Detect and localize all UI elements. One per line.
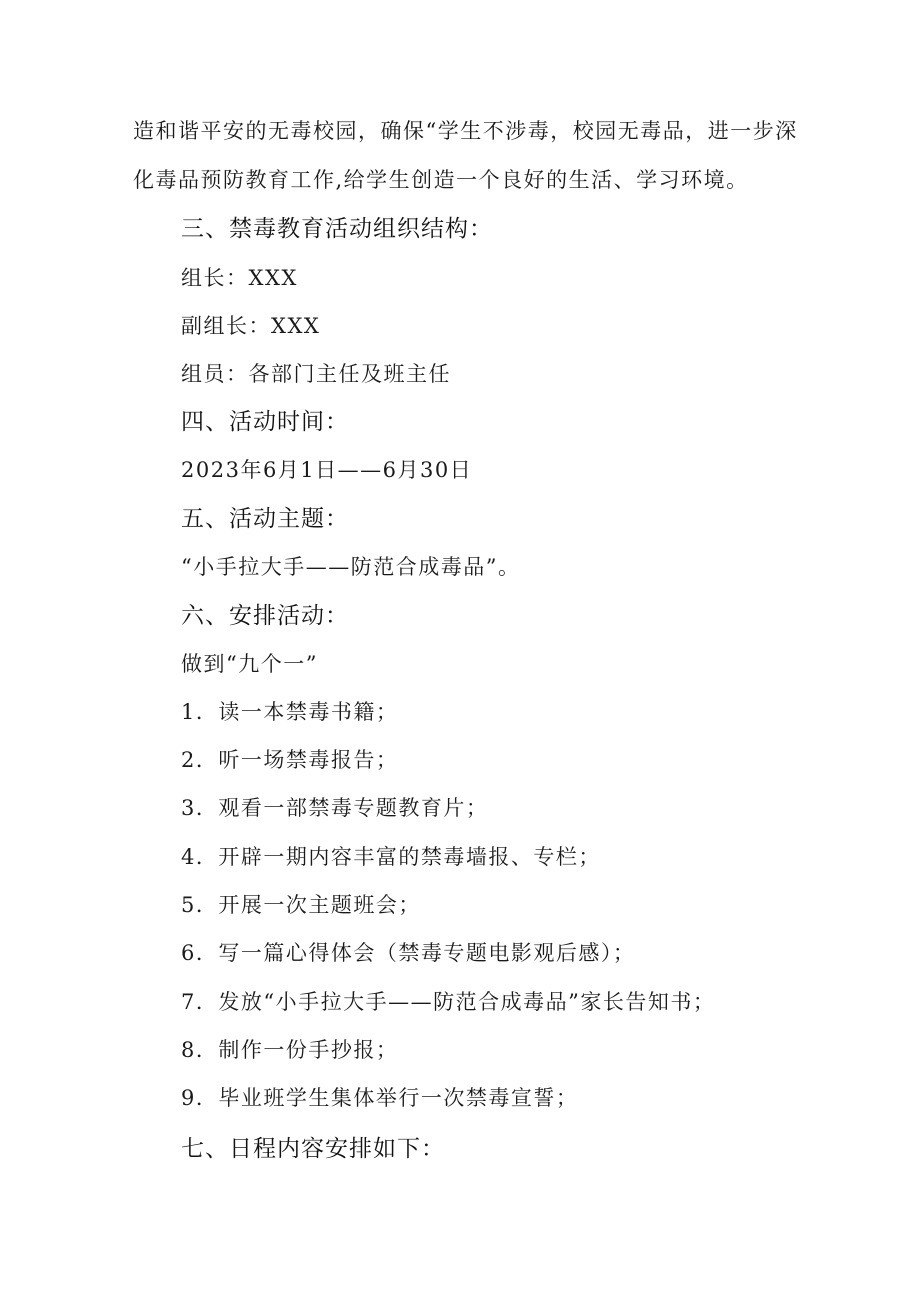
list-item: 7．发放“小手拉大手——防范合成毒品”家长告知书； — [181, 990, 716, 1014]
members-line: 组员：各部门主任及班主任 — [181, 362, 451, 386]
nine-ones-intro: 做到“九个一” — [181, 652, 318, 676]
list-item: 5．开展一次主题班会； — [181, 893, 421, 917]
section-6-heading: 六、安排活动： — [181, 603, 349, 629]
list-item: 1．读一本禁毒书籍； — [181, 700, 399, 724]
intro-line-2: 化毒品预防教育工作,给学生创造一个良好的生活、学习环境。 — [133, 168, 749, 192]
list-item: 8．制作一份手抄报； — [181, 1038, 399, 1062]
activity-theme: “小手拉大手——防范合成毒品”。 — [181, 555, 521, 579]
group-leader-line: 组长：XXX — [181, 266, 298, 290]
list-item: 9．毕业班学生集体举行一次禁毒宣誓； — [181, 1086, 579, 1110]
activity-dates: 2023年6月1日——6月30日 — [181, 458, 473, 482]
section-5-heading: 五、活动主题： — [181, 506, 349, 532]
list-item: 2．听一场禁毒报告； — [181, 748, 399, 772]
section-4-heading: 四、活动时间： — [181, 409, 349, 435]
section-3-heading: 三、禁毒教育活动组织结构： — [181, 216, 493, 242]
list-item: 6．写一篇心得体会（禁毒专题电影观后感）； — [181, 941, 636, 965]
section-7-heading: 七、日程内容安排如下： — [181, 1136, 445, 1162]
deputy-leader-line: 副组长：XXX — [181, 314, 321, 338]
list-item: 3．观看一部禁毒专题教育片； — [181, 796, 489, 820]
list-item: 4．开辟一期内容丰富的禁毒墙报、专栏； — [181, 845, 601, 869]
intro-line-1: 造和谐平安的无毒校园，确保“学生不涉毒，校园无毒品，进一步深 — [133, 119, 798, 143]
